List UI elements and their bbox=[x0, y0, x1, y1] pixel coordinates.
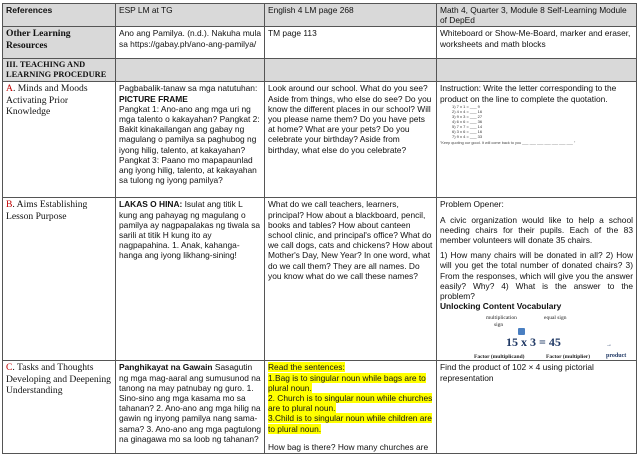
other-resources-math: Whiteboard or Show-Me-Board, marker and eraser, worksheets and math blocks bbox=[437, 27, 637, 59]
row-c-label-text: . Tasks and Thoughts Developing and Deepening Understanding bbox=[6, 362, 111, 397]
math-item: 1) 7 x 1 = ___ 9 bbox=[452, 103, 480, 109]
row-a-math-quote: "Keep quoting our good. It will come back to you ___ ___ ___ ___ ___ ___ ___ " bbox=[440, 140, 576, 145]
row-b-math-questions: 1) How many chairs will be donated in all? 2) How will you get the total number of donated chairs? 3) From the responses, which will give you the answer easily? Why? 4) What is the answer to the problem? bbox=[440, 250, 633, 302]
row-b-math bbox=[437, 198, 637, 361]
row-a-english: Look around our school. What do you see? Aside from things, who else do see? Do you know the different places in our school? Will you please name them? Do you have pets at home? What are your pets? Do you celebrate your birthday? Aside from birthday, what else do you celebrate? bbox=[265, 82, 437, 198]
row-c-esp-body: Sasagutin ng mga mag-aaral ang sumusunod na tanong na may patnubay ng guro. 1. Sino-sino ang mga kasama mo sa tahanan? 2. Ano-ano ang mga hilig na gawin ng inyong pamilya nang sama-sama? 3. Ano-ano ang mga pagtulong na ginagawa mo sa loob ng tahanan? bbox=[119, 362, 262, 444]
picture-icon bbox=[518, 328, 525, 335]
references-esp: ESP LM at TG bbox=[116, 4, 265, 27]
row-a-esp-title: PICTURE FRAME bbox=[119, 93, 188, 104]
references-math: Math 4, Quarter 3, Module 8 Self-Learning Module of DepEd bbox=[437, 4, 637, 27]
other-resources-esp: Ano ang Pamilya. (n.d.). Nakuha mula sa https://gabay.ph/ano-ang-pamilya/ bbox=[116, 27, 265, 59]
other-resources-english: TM page 113 bbox=[265, 27, 437, 59]
row-c-eng-4: How bag is there? How many churches are bbox=[268, 441, 429, 452]
row-a-esp bbox=[116, 82, 265, 198]
row-a-math bbox=[437, 82, 637, 198]
row-a-label bbox=[3, 82, 116, 198]
vocab-equal-sign: equal sign bbox=[544, 315, 567, 322]
lesson-plan bbox=[2, 3, 636, 454]
row-b-label bbox=[3, 198, 116, 361]
row-b-math-problem: A civic organization would like to help a school needing chairs for their pupils. Each of the 83 member volunteers will donate 35 chairs. bbox=[440, 214, 633, 246]
row-a-esp-body: Pangkat 1: Ano-ano ang mga uri ng mga talento o kakayahan? Pangkat 2: Bakit kinakailangan ang gabay ng magulang o pamilya sa paghubog ng iyong hilig, talento, at kakayahan? Pangkat 3: Paano mo mapapaunlad ang iyong hilig, talento, at kakayahan sa tulong ng iyong pamilya? bbox=[119, 103, 260, 186]
references-english: English 4 LM page 268 bbox=[265, 4, 437, 27]
row-b-esp-body: Isulat ang titik L kung ang pahayag ng magulang o pamilya ay nagpapalakas ng tiwala sa sarili at titik H kung ito ay nagpapahina. 1. Anak, kahanga-hanga ang iyong likhang-sining! bbox=[119, 199, 261, 261]
vocab-multiplication: multiplication bbox=[486, 315, 517, 322]
section-line-2: LEARNING PROCEDURE bbox=[6, 70, 107, 80]
row-c bbox=[3, 361, 637, 454]
section-header-row bbox=[3, 59, 637, 82]
vocab-sign: sign bbox=[494, 322, 504, 329]
row-a bbox=[3, 82, 637, 198]
vocab-factor-2: Factor (multiplier) bbox=[546, 354, 591, 361]
section-line-1: III. TEACHING AND bbox=[6, 60, 86, 70]
vocab-diagram bbox=[440, 313, 633, 359]
row-c-eng-title: Read the sentences: bbox=[268, 362, 345, 373]
vocab-equation: 15 x 3 = 45 bbox=[506, 335, 561, 350]
row-b-cap: B bbox=[6, 199, 13, 211]
row-a-math-instruction: Instruction: Write the letter corresponding to the product on the line to complete the quotation. bbox=[440, 83, 617, 104]
row-a-esp-intro: Pagbabalik-tanaw sa mga natutuhan: bbox=[119, 83, 258, 94]
row-a-cap: A bbox=[6, 83, 13, 95]
row-c-eng-1: 1.Bag is to singular noun while bags are to plural noun. bbox=[268, 372, 426, 393]
row-c-cap: C bbox=[6, 362, 13, 374]
row-b-math-opener: Problem Opener: bbox=[440, 199, 504, 210]
row-b bbox=[3, 198, 637, 361]
math-item: 3) 9 x 3 = ___ 27 bbox=[452, 113, 483, 119]
other-resources-row bbox=[3, 27, 637, 59]
math-item: 7) 9 x 4 = ___ 33 bbox=[452, 133, 483, 139]
math-item: 4) 6 x 6 = ___ 36 bbox=[452, 118, 483, 124]
row-a-math-items bbox=[452, 104, 633, 139]
math-item: 6) 3 x 6 = ___ 16 bbox=[452, 128, 483, 134]
row-c-math: Find the product of 102 × 4 using pictorial representation bbox=[437, 361, 637, 454]
references-label: References bbox=[3, 4, 116, 27]
row-b-math-vocab-title: Unlocking Content Vocabulary bbox=[440, 301, 562, 312]
row-c-english bbox=[265, 361, 437, 454]
row-a-label-text: . Minds and Moods Activating Prior Knowledge bbox=[6, 83, 88, 118]
vocab-product: → product bbox=[606, 342, 627, 359]
math-item: 2) 4 x 4 = ___ 16 bbox=[452, 108, 483, 114]
row-c-eng-2: 2. Church is to singular noun while churches are to plural noun. bbox=[268, 393, 433, 414]
other-resources-label: Other Learning Resources bbox=[3, 27, 116, 59]
row-c-esp-title: Panghikayat na Gawain bbox=[119, 362, 213, 373]
row-b-esp bbox=[116, 198, 265, 361]
row-c-label bbox=[3, 361, 116, 454]
row-c-esp bbox=[116, 361, 265, 454]
row-c-eng-3: 3.Child is to singular noun while children are to plural noun. bbox=[268, 413, 432, 434]
references-row bbox=[3, 4, 637, 27]
row-b-esp-title: LAKAS O HINA: bbox=[119, 199, 183, 210]
row-b-label-text: . Aims Establishing Lesson Purpose bbox=[6, 199, 88, 222]
vocab-factor-1: Factor (multiplicand) bbox=[474, 354, 525, 361]
math-item: 5) 7 x 7 = ___ 14 bbox=[452, 123, 483, 129]
row-b-english: What do we call teachers, learners, principal? How about a blackboard, pencil, books and tables? How about canteen school clinic, and principal's office? What do we call dogs, cats and chickens? How about Mother's Day, New Year? In one word, what do we call them? They are all names. Do you know what do we call these names? bbox=[265, 198, 437, 361]
lesson-table bbox=[2, 3, 637, 454]
section-header bbox=[3, 59, 116, 82]
